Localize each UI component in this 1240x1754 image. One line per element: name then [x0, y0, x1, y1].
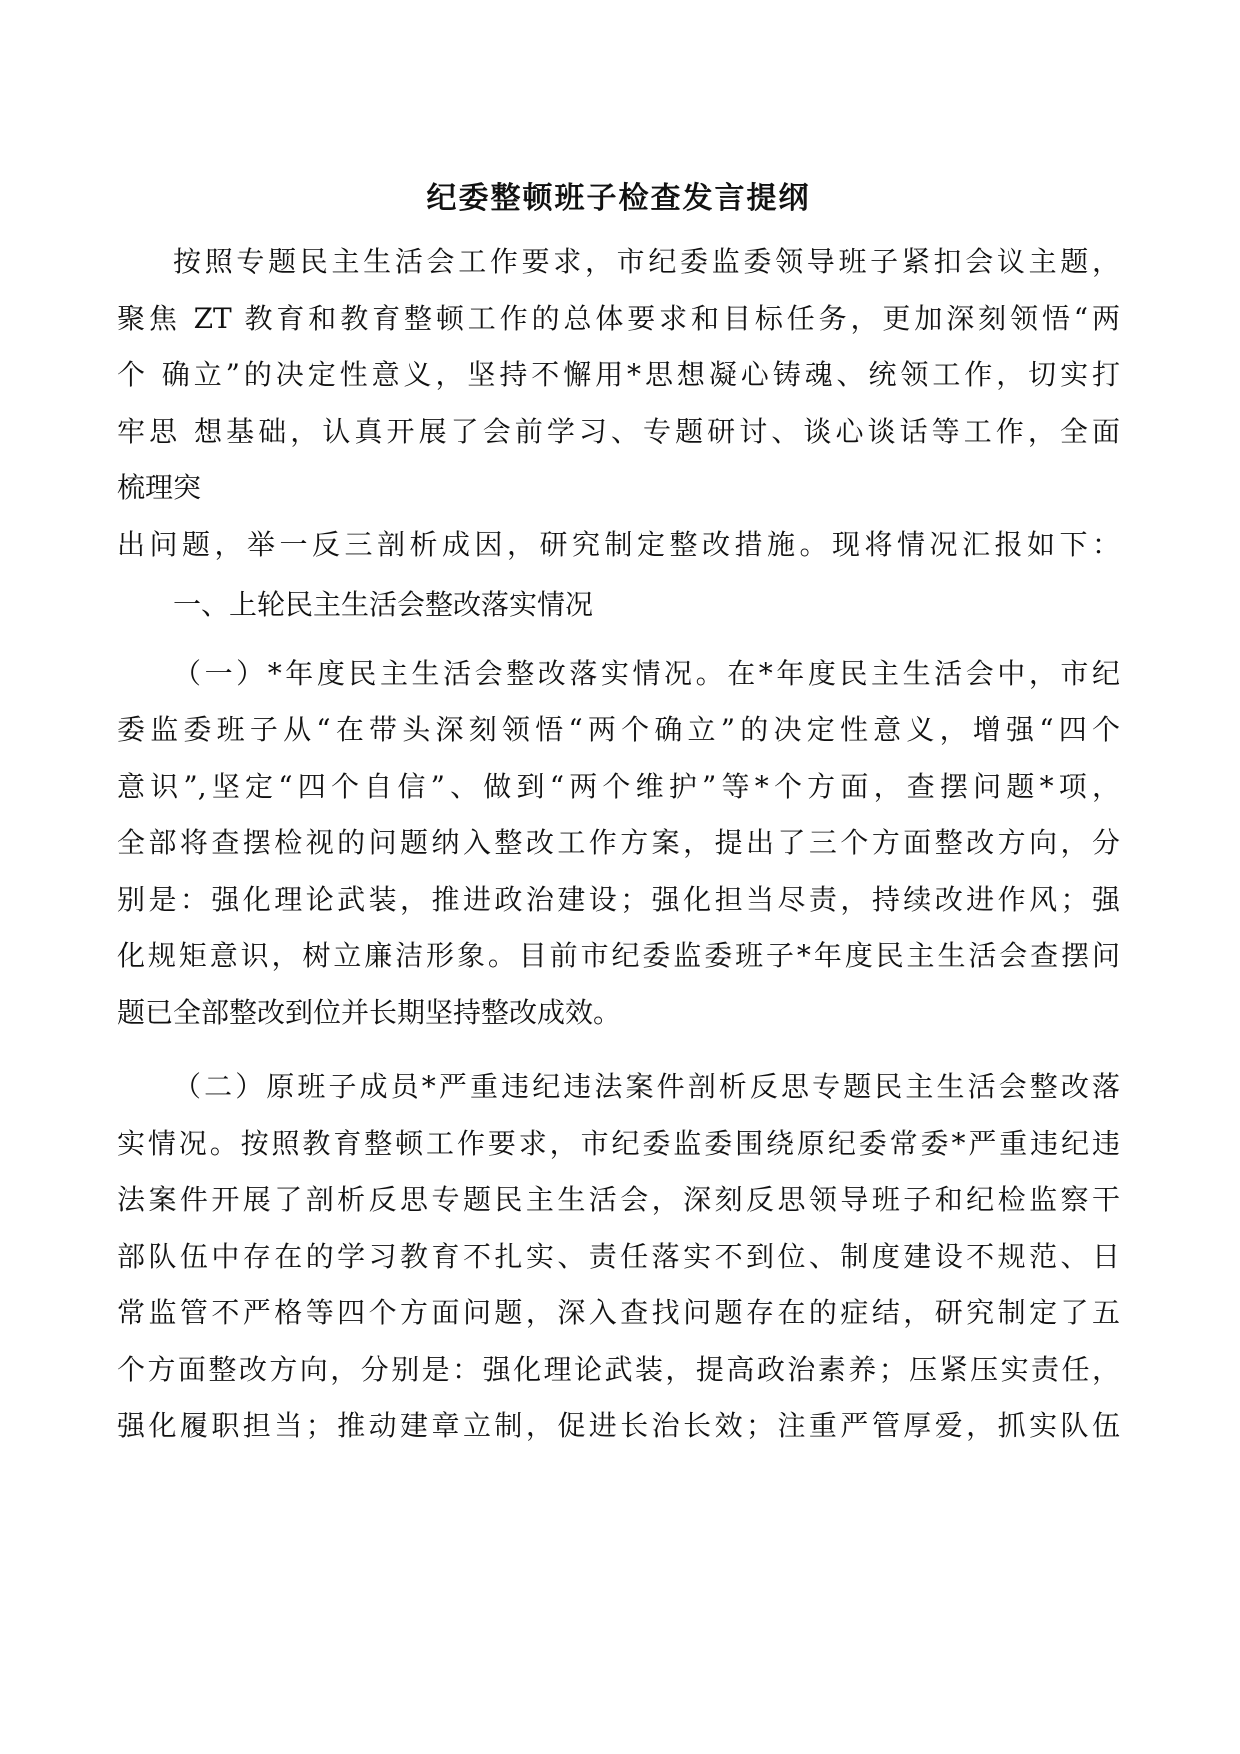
item-2-line-7: 强化履职担当；推动建章立制，促进长治长效；注重严管厚爱，抓实队伍	[117, 1409, 1120, 1442]
item-1-line-5: 别是：强化理论武装，推进政治建设；强化担当尽责，持续改进作风；强	[117, 882, 1120, 916]
document-page	[117, 170, 1120, 1455]
intro-paragraph	[117, 234, 1120, 573]
intro-line-5: 梳理突	[117, 471, 202, 504]
intro-line-1: 按照专题民主生活会工作要求，市纪委监委领导班子紧扣会议主题，	[173, 245, 1120, 278]
section-1	[117, 577, 1120, 634]
item-2-line-2: 实情况。按照教育整顿工作要求，市纪委监委围绕原纪委常委*严重违纪违	[117, 1126, 1120, 1160]
item-1-line-4: 全部将查摆检视的问题纳入整改工作方案，提出了三个方面整改方向，分	[117, 826, 1120, 859]
item-1-line-1: （一）*年度民主生活会整改落实情况。在*年度民主生活会中，市纪	[173, 656, 1120, 690]
item-1-line-2: 委监委班子从“在带头深刻领悟“两个确立”的决定性意义，增强“四个	[117, 713, 1120, 746]
item-1-paragraph	[117, 646, 1120, 1042]
document-title: 纪委整顿班子检查发言提纲	[426, 181, 811, 216]
section-1-heading: 一、上轮民主生活会整改落实情况	[173, 588, 594, 621]
intro-line-4: 牢思 想基础，认真开展了会前学习、专题研讨、谈心谈话等工作，全面	[117, 414, 1120, 448]
item-2-line-4: 部队伍中存在的学习教育不扎实、责任落实不到位、制度建设不规范、日	[117, 1239, 1120, 1273]
intro-line-6: 出问题，举一反三剖析成因，研究制定整改措施。现将情况汇报如下：	[117, 527, 1120, 561]
item-2-paragraph	[117, 1059, 1120, 1455]
item-1-line-7: 题已全部整改到位并长期坚持整改成效。	[117, 995, 622, 1029]
item-1-line-6: 化规矩意识，树立廉洁形象。目前市纪委监委班子*年度民主生活会查摆问	[117, 939, 1120, 972]
item-1-line-3: 意识”,坚定“四个自信”、做到“两个维护”等*个方面，查摆问题*项，	[117, 769, 1120, 803]
intro-line-3: 个 确立”的决定性意义，坚持不懈用*思想凝心铸魂、统领工作，切实打	[117, 358, 1120, 391]
item-2-line-6: 个方面整改方向，分别是：强化理论武装，提高政治素养；压紧压实责任，	[117, 1352, 1120, 1386]
item-2-line-1: （二）原班子成员*严重违纪违法案件剖析反思专题民主生活会整改落	[173, 1070, 1120, 1103]
intro-line-2: 聚焦 ZT 教育和教育整顿工作的总体要求和目标任务，更加深刻领悟“两	[117, 301, 1120, 335]
item-2-line-5: 常监管不严格等四个方面问题，深入查找问题存在的症结，研究制定了五	[117, 1296, 1120, 1329]
item-2-line-3: 法案件开展了剖析反思专题民主生活会，深刻反思领导班子和纪检监察干	[117, 1183, 1120, 1216]
